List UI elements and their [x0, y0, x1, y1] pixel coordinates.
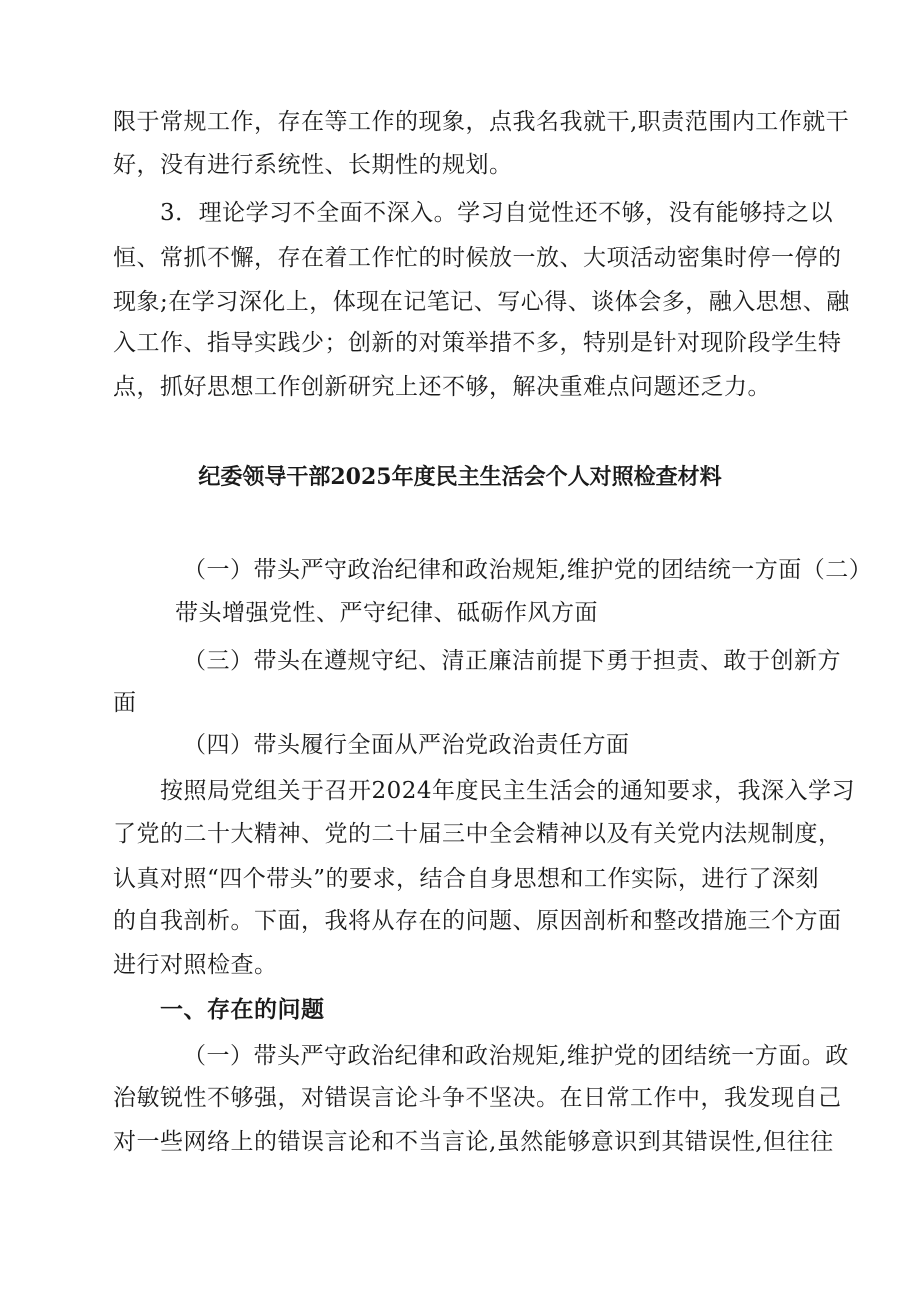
- body-line: 现象;在学习深化上，体现在记笔记、写心得、谈体会多，融入思想、融: [113, 289, 850, 315]
- body-line: 进行对照检查。: [113, 952, 278, 978]
- outline-item: 带头增强党性、严守纪律、砥砺作风方面: [175, 600, 598, 626]
- document-title: 纪委领导干部2025年度民主生活会个人对照检查材料: [198, 464, 722, 490]
- outline-item: （一）带头严守政治纪律和政治规矩,维护党的团结统一方面（二）: [183, 557, 873, 583]
- body-line: 限于常规工作，存在等工作的现象，点我名我就干,职责范围内工作就干: [113, 109, 850, 135]
- body-line: 好，没有进行系统性、长期性的规划。: [113, 152, 513, 178]
- section-heading: 一、存在的问题: [160, 996, 325, 1023]
- body-line: 入工作、指导实践少；创新的对策举措不多，特别是针对现阶段学生特: [113, 330, 842, 356]
- body-line: 的自我剖析。下面，我将从存在的问题、原因剖析和整改措施三个方面: [113, 908, 842, 934]
- body-line: 按照局党组关于召开2024年度民主生活会的通知要求，我深入学习: [160, 778, 856, 804]
- body-line: 认真对照“四个带头”的要求，结合自身思想和工作实际，进行了深刻: [113, 866, 820, 892]
- body-line: 对一些网络上的错误言论和不当言论,虽然能够意识到其错误性,但往往: [113, 1129, 834, 1155]
- outline-item: （三）带头在遵规守纪、清正廉洁前提下勇于担责、敢于创新方: [183, 648, 841, 674]
- body-line: （一）带头严守政治纪律和政治规矩,维护党的团结统一方面。政: [183, 1043, 849, 1069]
- body-line: 治敏锐性不够强，对错误言论斗争不坚决。在日常工作中，我发现自己: [113, 1085, 842, 1111]
- outline-item: （四）带头履行全面从严治党政治责任方面: [183, 732, 630, 758]
- body-line: 点，抓好思想工作创新研究上还不够，解决重难点问题还乏力。: [113, 374, 771, 400]
- body-line: 了党的二十大精神、党的二十届三中全会精神以及有关党内法规制度，: [113, 821, 842, 847]
- outline-item: 面: [113, 690, 137, 716]
- body-line: 3．理论学习不全面不深入。学习自觉性还不够，没有能够持之以: [160, 200, 834, 226]
- body-line: 恒、常抓不懈，存在着工作忙的时候放一放、大项活动密集时停一停的: [113, 245, 842, 271]
